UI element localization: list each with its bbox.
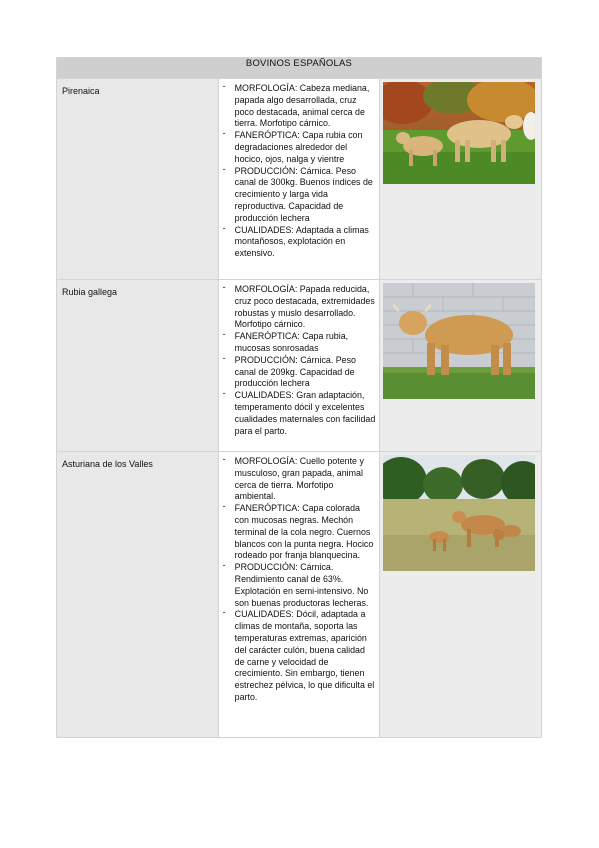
list-item: - PRODUCCIÓN: Cárnica. Peso canal de 209kg. Capacidad de producción lechera (222, 352, 356, 389)
list-item: - PRODUCCIÓN: Cárnica. Peso canal de 300kg. Buenos índices de crecimiento y larga vida reproductiva. Capacidad de producción lechera (222, 163, 373, 223)
table-row (57, 79, 542, 280)
list-item: - FANERÓPTICA: Capa rubia con degradaciones alrededor del hocico, ojos, nalga y vientre (222, 128, 363, 164)
breed-name: Pirenaica (57, 79, 219, 280)
traits-list (221, 284, 377, 437)
traits-list (221, 83, 377, 260)
breed-name: Asturiana de los Valles (57, 452, 219, 738)
dash-bullet-icon: - (222, 81, 226, 91)
list-item: - PRODUCCIÓN: Cárnica. Rendimiento canal de 63%. Explotación en semi-intensivo. No son buenas productoras lecheras. (222, 560, 369, 608)
dash-bullet-icon: - (222, 388, 226, 399)
table-header-row (57, 58, 542, 79)
dash-bullet-icon: - (222, 222, 226, 233)
dash-bullet-icon: - (222, 607, 226, 618)
dash-bullet-icon: - (222, 329, 226, 340)
breeds-table (56, 57, 542, 738)
breed-photo-cell (380, 280, 542, 452)
list-item: - FANERÓPTICA: Capa rubia, mucosas sonrosadas (222, 329, 349, 353)
list-item: - CUALIDADES: Dócil, adaptada a climas de montaña, soporta las temperaturas extremas, aparición del carácter culón, buena calidad de carne y velocidad de crecimiento. Sin embargo, tienen estrechez pélvica, lo que dificulta el parto. (222, 607, 375, 702)
list-item: - MORFOLOGÍA: Cabeza mediana, papada algo desarrollada, cruz poco destacada, animal cerca de tierra. Morfotipo cárnico. (222, 81, 370, 129)
asturiana-cows-pasture-photo (383, 455, 535, 571)
table-title: BOVINOS ESPAÑOLAS (57, 58, 542, 79)
breed-name: Rubia gallega (57, 280, 219, 452)
breed-traits (218, 280, 380, 452)
dash-bullet-icon: - (222, 282, 226, 292)
traits-list (221, 456, 377, 704)
list-item: - FANERÓPTICA: Capa colorada con mucosas negras. Mechón terminal de la cola negro. Cuernos blancos con la punta negra. Hocico rodeado por franja blanquecina. (222, 501, 374, 561)
dash-bullet-icon: - (222, 128, 226, 139)
table-row (57, 280, 542, 452)
breed-photo-cell (380, 452, 542, 738)
list-item: - MORFOLOGÍA: Papada reducida, cruz poco destacada, extremidades robustas y muslo desarrollado. Morfotipo cárnico. (222, 282, 375, 330)
list-item: - CUALIDADES: Adaptada a climas montañosos, explotación en extensivo. (222, 222, 369, 259)
breed-traits (218, 79, 380, 280)
breed-traits (218, 452, 380, 738)
pirenaica-cow-and-calf-photo (383, 82, 535, 184)
dash-bullet-icon: - (222, 163, 226, 174)
dash-bullet-icon: - (222, 352, 226, 363)
table-row (57, 452, 542, 738)
dash-bullet-icon: - (222, 454, 226, 464)
list-item: - CUALIDADES: Gran adaptación, temperamento dócil y excelentes cualidades maternales con facilidad para el parto. (222, 388, 376, 436)
breed-photo-cell (380, 79, 542, 280)
dash-bullet-icon: - (222, 501, 226, 512)
list-item: - MORFOLOGÍA: Cuello potente y musculoso, gran papada, animal cerca de tierra. Morfotipo ambiental. (222, 454, 364, 502)
rubia-gallega-cow-photo (383, 283, 535, 399)
dash-bullet-icon: - (222, 560, 226, 571)
